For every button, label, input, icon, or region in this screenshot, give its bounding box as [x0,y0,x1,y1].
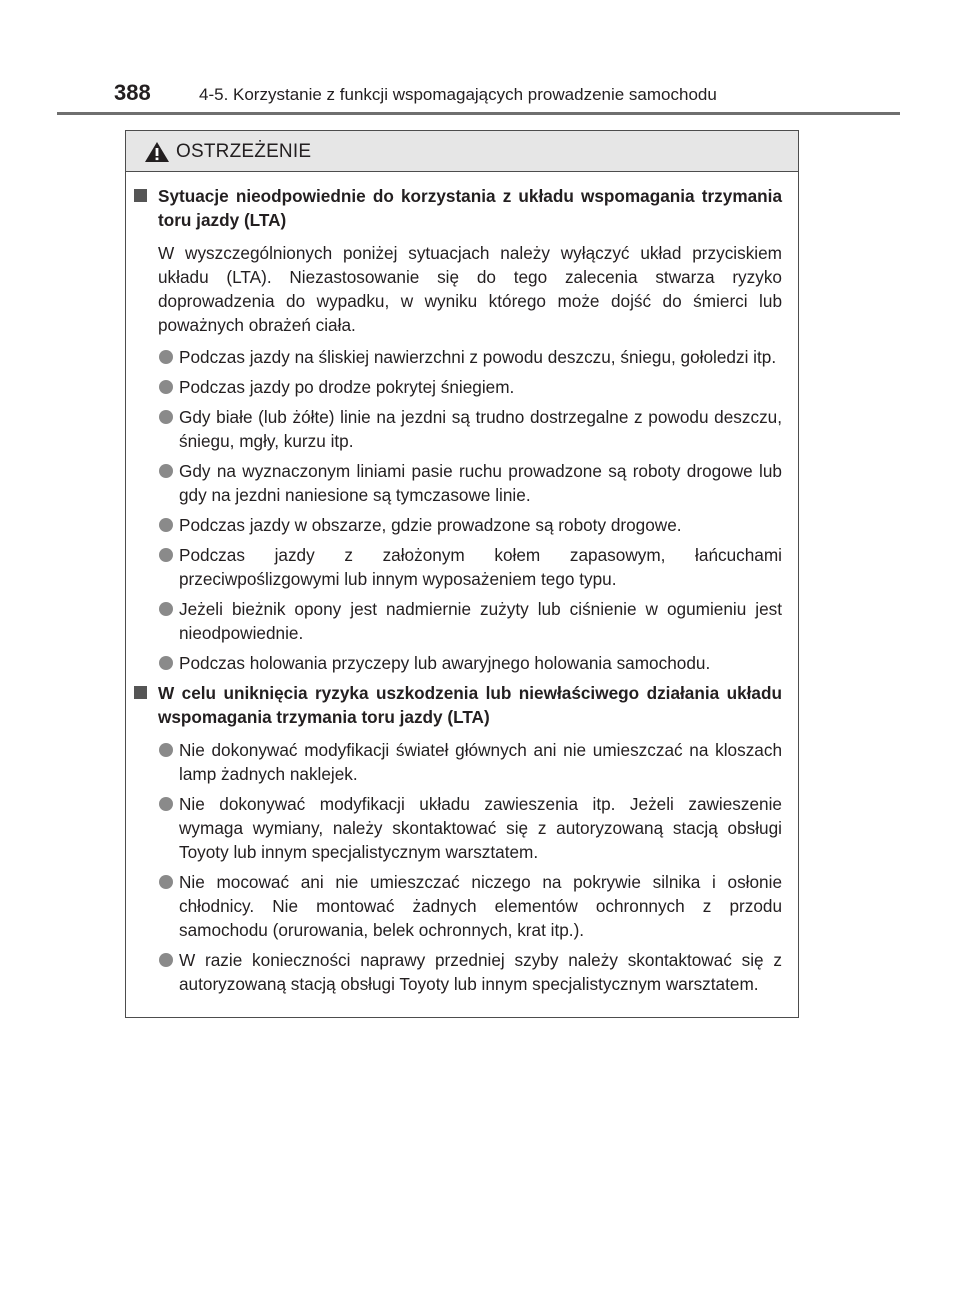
list-item-text: Gdy na wyznaczonym liniami pasie ruchu prowadzone są roboty drogowe lub gdy na jezdni naniesione są tymczasowe linie. [179,461,782,505]
list-item [132,651,782,675]
warning-title: OSTRZEŻENIE [176,141,312,162]
list-item [132,459,782,507]
warning-section [132,184,782,675]
round-bullet-icon [159,518,173,532]
list-item [132,405,782,453]
round-bullet-icon [159,350,173,364]
list-item-text: Podczas jazdy w obszarze, gdzie prowadzone są roboty drogowe. [179,515,682,535]
list-item-text: Podczas holowania przyczepy lub awaryjnego holowania samochodu. [179,653,711,673]
list-item-text: Podczas jazdy na śliskiej nawierzchni z powodu deszczu, śniegu, gołoledzi itp. [179,347,777,367]
section-heading-text: W celu uniknięcia ryzyka uszkodzenia lub niewłaściwego działania układu wspomagania trzymania toru jazdy (LTA) [158,683,782,727]
list-item [132,738,782,786]
round-bullet-icon [159,602,173,616]
list-item-text: Podczas jazdy po drodze pokrytej śniegiem. [179,377,515,397]
list-item-text: Gdy białe (lub żółte) linie na jezdni są trudno dostrzegalne z powodu deszczu, śniegu, mgły, kurzu itp. [179,407,782,451]
round-bullet-icon [159,743,173,757]
list-item-text: Nie dokonywać modyfikacji świateł głównych ani nie umieszczać na kloszach lamp żadnych naklejek. [179,740,782,784]
round-bullet-icon [159,797,173,811]
chapter-title: 4-5. Korzystanie z funkcji wspomagających prowadzenie samochodu [199,85,717,104]
square-bullet-icon [134,686,147,699]
list-item-text: W razie konieczności naprawy przedniej szyby należy skontaktować się z autoryzowaną stacją obsługi Toyoty lub innym specjalistycznym warsztatem. [179,950,782,994]
section-paragraph: W wyszczególnionych poniżej sytuacjach należy wyłączyć układ przyciskiem układu (LTA). Niezastosowanie się do tego zalecenia stwarza ryzyko doprowadzenia do wypadku, w wyniku którego może dojść do śmierci lub poważnych obrażeń ciała. [158,243,782,335]
section-heading [132,681,782,729]
list-item [132,597,782,645]
warning-content [126,172,798,996]
round-bullet-icon [159,953,173,967]
list-item [132,513,782,537]
square-bullet-icon [134,189,147,202]
section-heading [132,184,782,232]
round-bullet-icon [159,548,173,562]
round-bullet-icon [159,410,173,424]
list-item-text: Nie mocować ani nie umieszczać niczego na pokrywie silnika i osłonie chłodnicy. Nie montować żadnych elementów ochronnych z przodu samochodu (orurowania, belek ochronnych, krat itp.). [179,872,782,940]
warning-header [126,131,798,172]
list-item-text: Jeżeli bieżnik opony jest nadmiernie zużyty lub ciśnienie w ogumieniu jest nieodpowiednie. [179,599,782,643]
section-heading-text: Sytuacje nieodpowiednie do korzystania z układu wspomagania trzymania toru jazdy (LTA) [158,186,782,230]
warning-triangle-icon [144,141,170,163]
list-item-text: Podczas jazdy z założonym kołem zapasowym, łańcuchami przeciwpoślizgowymi lub innym wyposażeniem tego typu. [179,545,782,589]
list-item [132,375,782,399]
warning-section [132,681,782,996]
list-item [132,792,782,864]
page-number: 388 [114,80,151,105]
page-header [57,78,900,115]
list-item [132,948,782,996]
list-item [132,543,782,591]
list-item [132,870,782,942]
list-item [132,345,782,369]
list-item-text: Nie dokonywać modyfikacji układu zawieszenia itp. Jeżeli zawieszenie wymaga wymiany, należy skontaktować się z autoryzowaną stacją obsługi Toyoty lub innym specjalistycznym warsztatem. [179,794,782,862]
round-bullet-icon [159,380,173,394]
round-bullet-icon [159,656,173,670]
warning-box [125,130,799,1018]
round-bullet-icon [159,875,173,889]
round-bullet-icon [159,464,173,478]
